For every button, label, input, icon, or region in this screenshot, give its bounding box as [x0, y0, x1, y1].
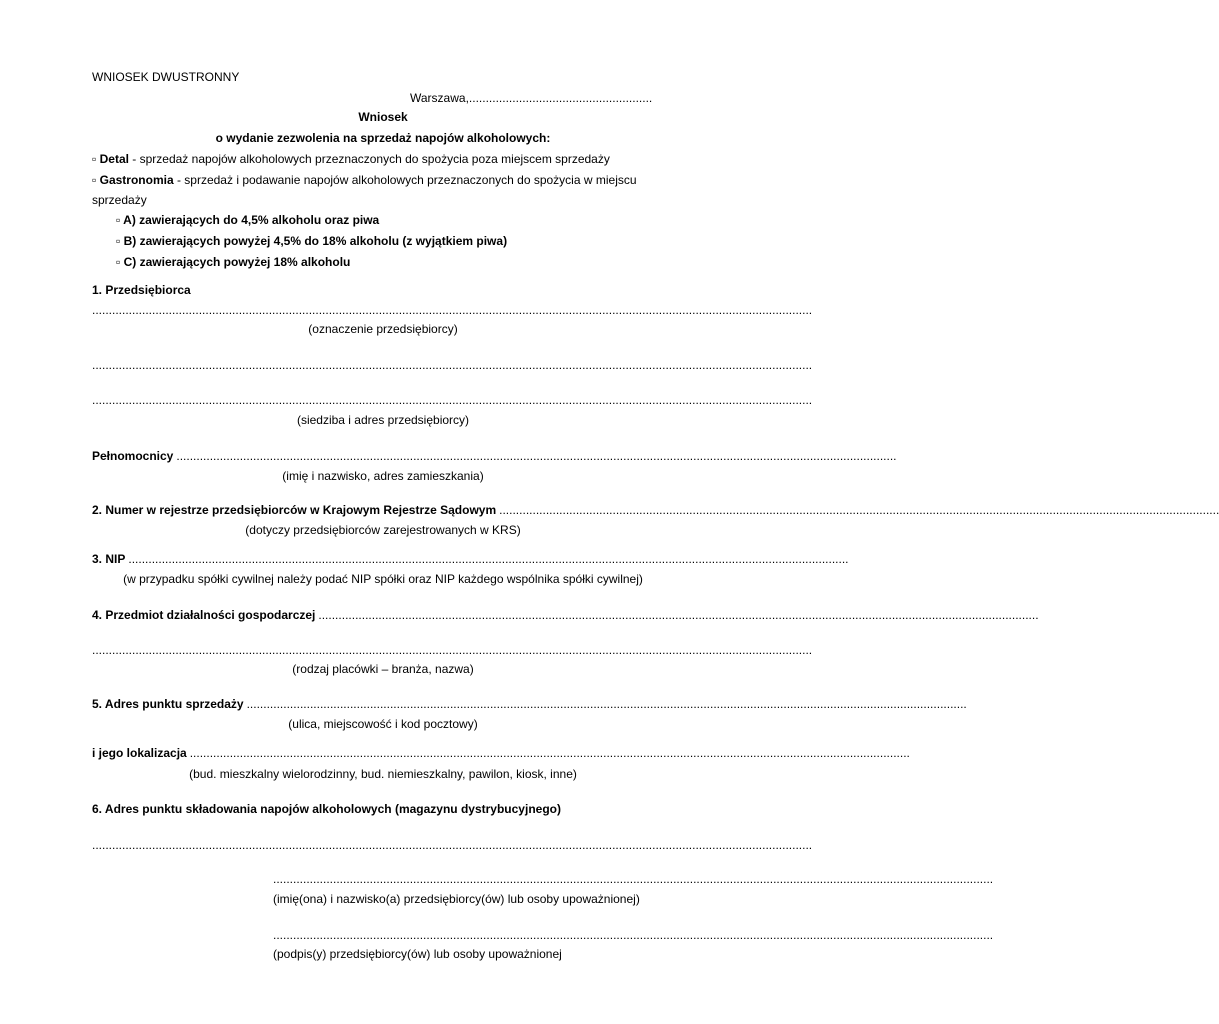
- business-address-hint: (siedziba i adres przedsiębiorcy): [296, 413, 470, 427]
- category-b-label: B) zawierających powyżej 4,5% do 18% alkoholu (z wyjątkiem piwa): [123, 234, 508, 248]
- signatory-name-hint: (imię(ona) i nazwisko(a) przedsiębiorcy(ów) lub osoby upoważnionej): [273, 892, 640, 906]
- category-a-label: A) zawierających do 4,5% alkoholu oraz piwa: [123, 213, 380, 227]
- document-title: Wniosek: [358, 110, 408, 124]
- checkbox-category-b-icon[interactable]: ▫: [116, 234, 121, 248]
- option-gastronomia: [92, 173, 637, 187]
- signature-field[interactable]: ........................................................................................................................................................................................................................: [273, 928, 994, 942]
- business-address-field-2[interactable]: ........................................................................................................................................................................................................................: [92, 393, 813, 407]
- krs-row: [92, 503, 1219, 517]
- option-gastronomia-cont: sprzedaży: [92, 193, 147, 207]
- location-hint: (bud. mieszkalny wielorodzinny, bud. niemieszkalny, pawilon, kiosk, inne): [189, 767, 577, 781]
- nip-field[interactable]: ........................................................................................................................................................................................................................: [128, 552, 849, 566]
- location-field[interactable]: ........................................................................................................................................................................................................................: [189, 746, 910, 760]
- business-designation-hint: (oznaczenie przedsiębiorcy): [308, 322, 458, 336]
- section-2-title: 2. Numer w rejestrze przedsiębiorców w Krajowym Rejestrze Sądowym: [92, 503, 497, 517]
- krs-number-field[interactable]: ........................................................................................................................................................................................................................: [499, 503, 1219, 517]
- sales-address-row: [92, 697, 967, 711]
- attorney-row: [92, 449, 897, 463]
- document-subtitle: o wydanie zezwolenia na sprzedaż napojów alkoholowych:: [215, 131, 551, 145]
- section-3-title: 3. NIP: [92, 552, 126, 566]
- sales-address-hint: (ulica, miejscowość i kod pocztowy): [288, 717, 478, 731]
- option-category-b: [116, 234, 507, 248]
- checkbox-category-a-icon[interactable]: ▫: [116, 213, 121, 227]
- activity-field-2[interactable]: ........................................................................................................................................................................................................................: [92, 643, 813, 657]
- form-type-label: WNIOSEK DWUSTRONNY: [92, 70, 240, 84]
- krs-hint: (dotyczy przedsiębiorców zarejestrowanych w KRS): [245, 523, 521, 537]
- business-designation-field[interactable]: ........................................................................................................................................................................................................................: [92, 303, 813, 317]
- checkbox-gastronomia-icon[interactable]: ▫: [92, 173, 97, 187]
- nip-hint: (w przypadku spółki cywilnej należy podać NIP spółki oraz NIP każdego wspólnika spółki cywilnej): [123, 572, 643, 586]
- location-label: i jego lokalizacja: [92, 746, 187, 760]
- option-detal: [92, 152, 610, 166]
- sales-address-field[interactable]: ........................................................................................................................................................................................................................: [246, 697, 967, 711]
- activity-hint: (rodzaj placówki – branża, nazwa): [292, 662, 474, 676]
- checkbox-detal-icon[interactable]: ▫: [92, 152, 97, 166]
- business-address-field-1[interactable]: ........................................................................................................................................................................................................................: [92, 358, 813, 372]
- activity-field-1[interactable]: ........................................................................................................................................................................................................................: [318, 608, 1039, 622]
- nip-row: [92, 552, 849, 566]
- checkbox-category-c-icon[interactable]: ▫: [116, 255, 121, 269]
- option-gastronomia-text: - sprzedaż i podawanie napojów alkoholowych przeznaczonych do spożycia w miejscu: [173, 173, 637, 187]
- category-c-label: C) zawierających powyżej 18% alkoholu: [123, 255, 351, 269]
- section-4-title: 4. Przedmiot działalności gospodarczej: [92, 608, 316, 622]
- section-5-title: 5. Adres punktu sprzedaży: [92, 697, 244, 711]
- attorney-hint: (imię i nazwisko, adres zamieszkania): [282, 469, 484, 483]
- signatory-name-field[interactable]: ........................................................................................................................................................................................................................: [273, 872, 994, 886]
- option-detal-label: Detal: [99, 152, 129, 166]
- activity-row: [92, 608, 1039, 622]
- option-detal-text: - sprzedaż napojów alkoholowych przeznaczonych do spożycia poza miejscem sprzedaży: [128, 152, 610, 166]
- option-gastronomia-label: Gastronomia: [99, 173, 174, 187]
- signature-hint: (podpis(y) przedsiębiorcy(ów) lub osoby upoważnionej: [273, 947, 562, 961]
- attorney-field[interactable]: ........................................................................................................................................................................................................................: [176, 449, 897, 463]
- location-row: [92, 746, 910, 760]
- option-category-c: [116, 255, 350, 269]
- warehouse-address-field[interactable]: ........................................................................................................................................................................................................................: [92, 838, 813, 852]
- place-date-field: Warszawa,.......................................................: [410, 91, 653, 105]
- section-1-title: 1. Przedsiębiorca: [92, 283, 191, 297]
- attorney-label: Pełnomocnicy: [92, 449, 174, 463]
- option-category-a: [116, 213, 379, 227]
- section-6-title: 6. Adres punktu składowania napojów alkoholowych (magazynu dystrybucyjnego): [92, 802, 561, 816]
